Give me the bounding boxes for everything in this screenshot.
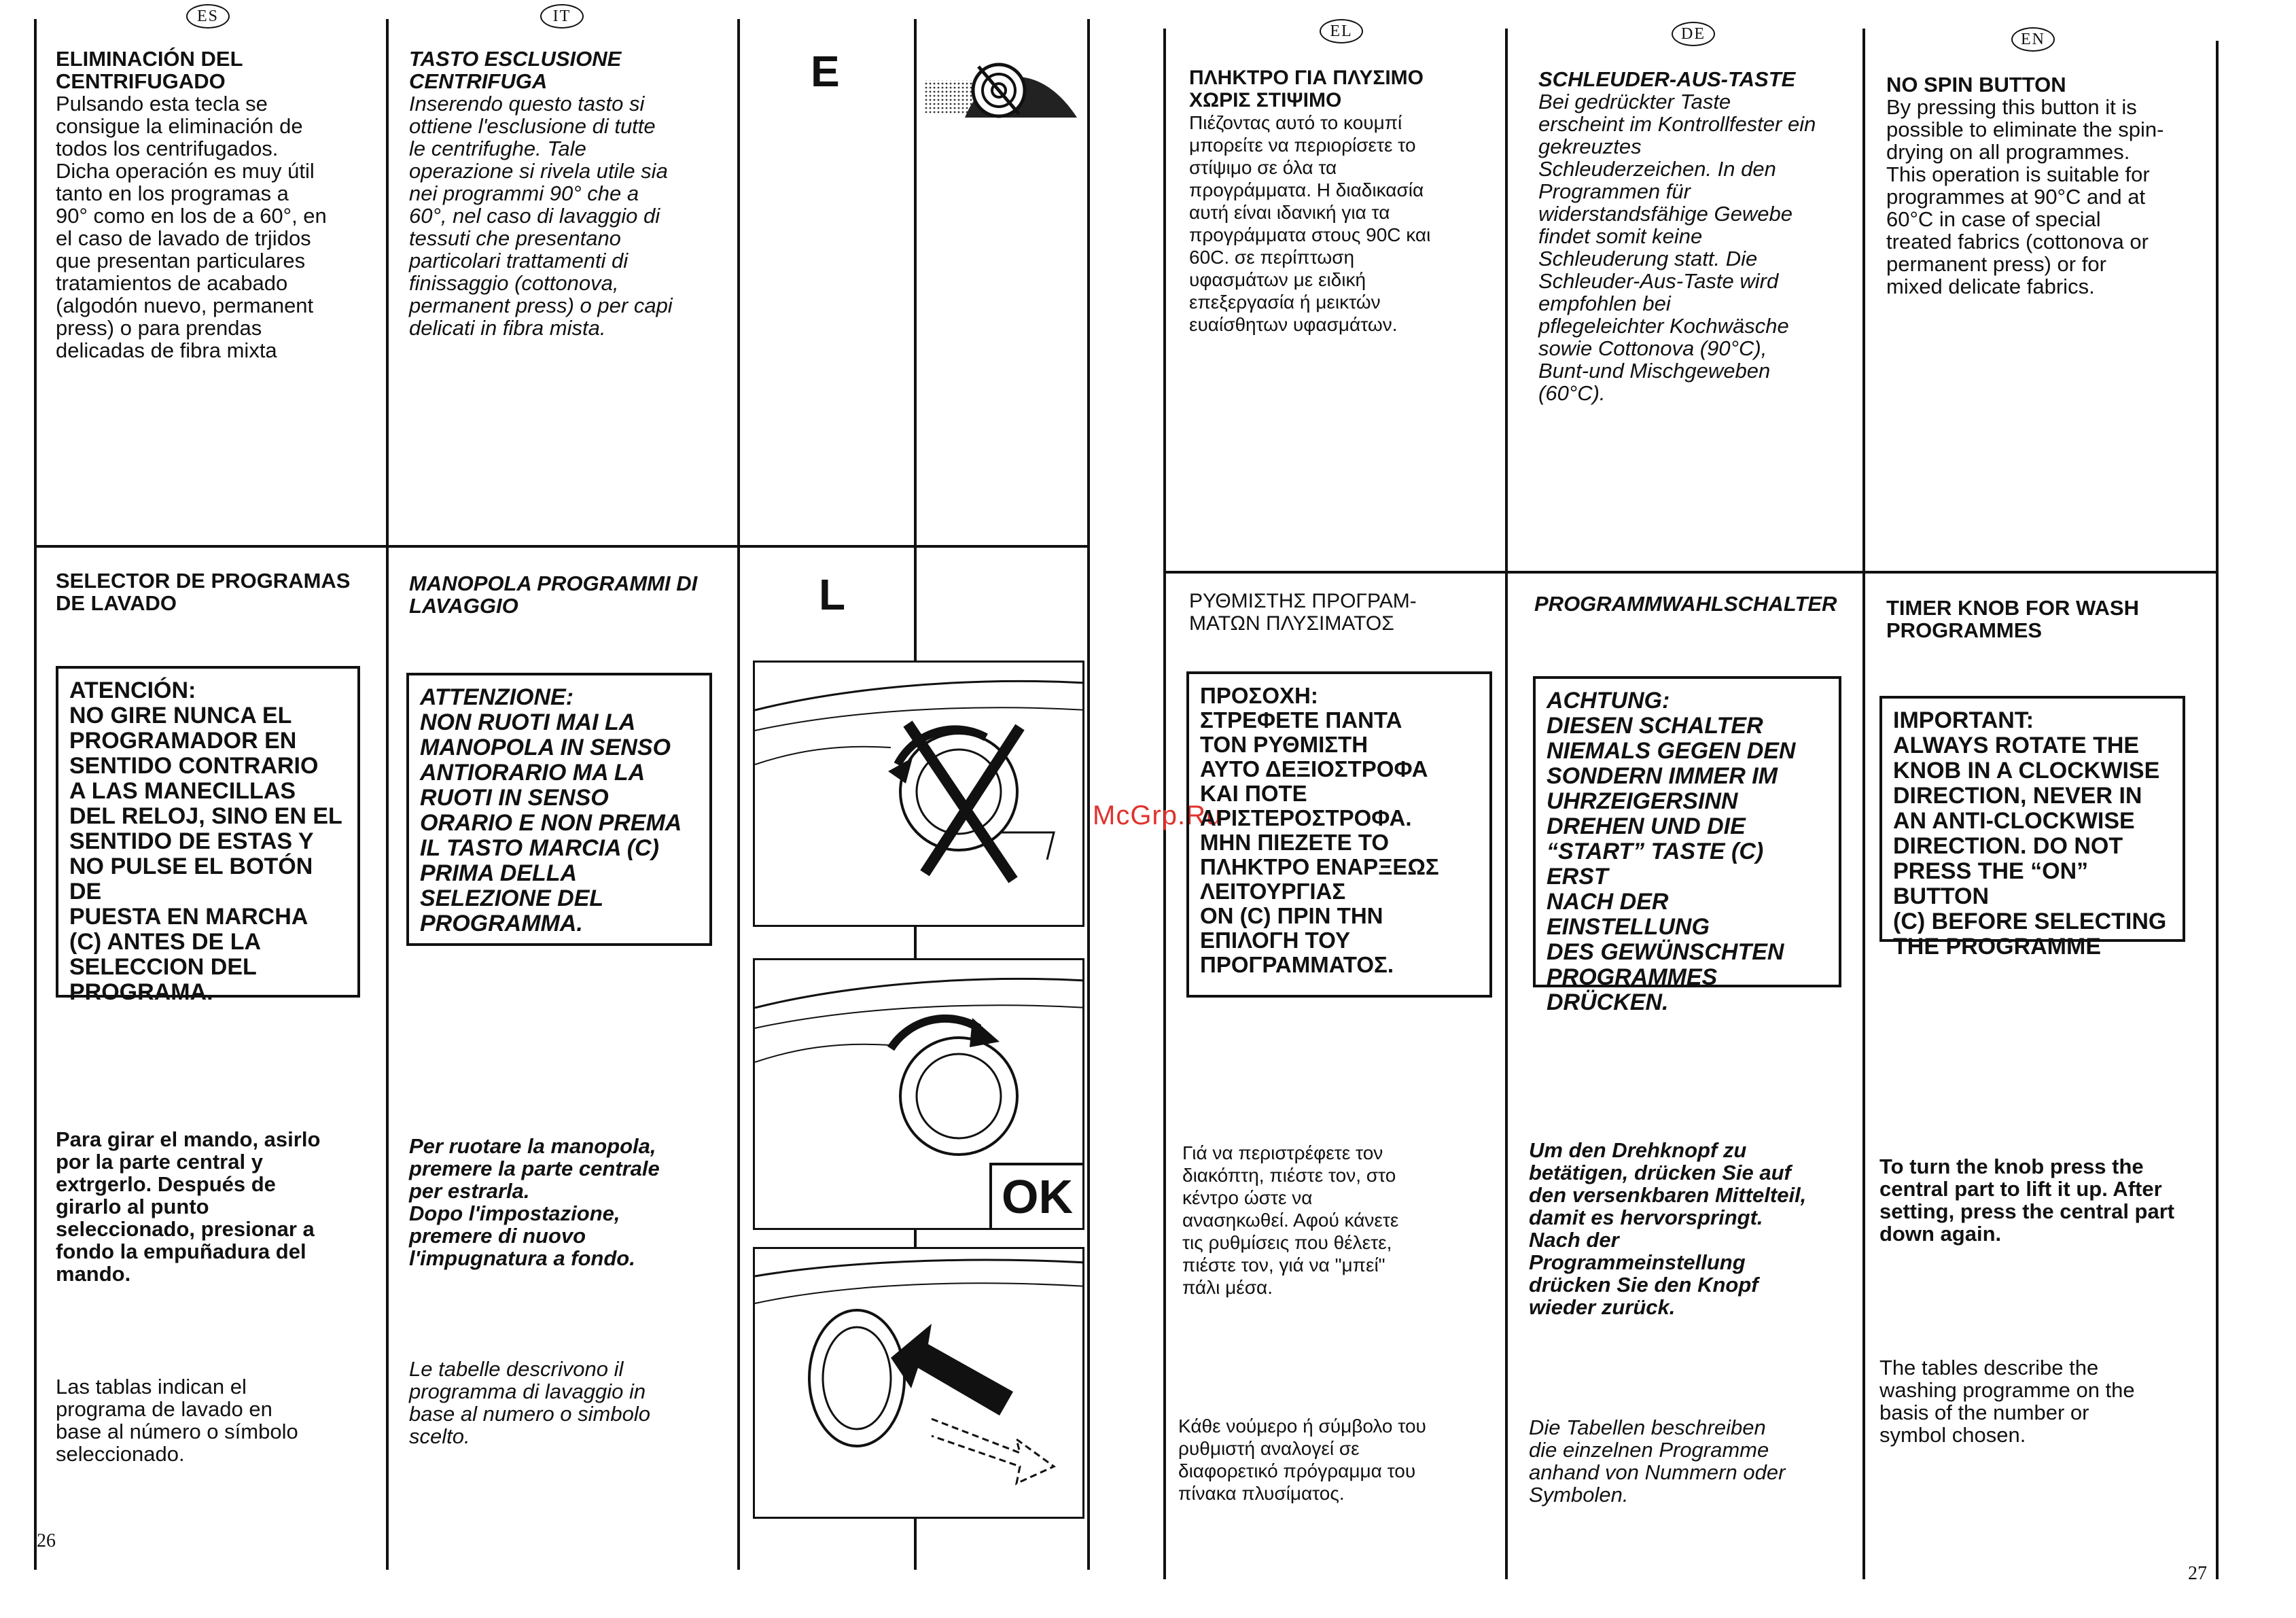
es-warning-box: ATENCIÓN: NO GIRE NUNCA EL PROGRAMADOR EN SENTIDO CONTRARIO A LAS MANECILLAS DEL RELOJ, SINO EN EL SENTIDO DE ESTAS Y NO PULSE EL BOTÓN DE PUESTA EN MARCHA (C) ANTES DE LA SELECCION DEL PROGRAMA. <box>56 666 360 998</box>
it-tables-text: Le tabelle descrivono il programma di lavaggio in base al numero o simbolo scelto. <box>409 1357 650 1448</box>
es-selector-title: SELECTOR DE PROGRAMAS DE LAVADO <box>56 569 351 615</box>
en-tables-note <box>1879 1356 2206 1446</box>
en-no-spin-title: NO SPIN BUTTON <box>1886 73 2066 96</box>
ok-label: OK <box>989 1163 1082 1228</box>
de-no-spin-text: Bei gedrückter Taste erscheint im Kontrollfester ein gekreuztes Schleuderzeichen. In den Programmen für widerstandsfähige Gewebe findet somit keine Schleuderung statt. Die Schleuder-Aus-Taste wird empfohlen bei pflegeleichter Kochwäsche sowie Cottonova (90°C), Bunt-und Mischgeweben (60°C). <box>1538 90 1816 405</box>
language-badge-en: EN <box>2011 27 2055 52</box>
de-warning-box: ACHTUNG: DIESEN SCHALTER NIEMALS GEGEN DEN SONDERN IMMER IM UHRZEIGERSINN DREHEN UND DIE “START” TASTE (C) ERST NACH DER EINSTELLUNG DES GEWÜNSCHTEN PROGRAMMES DRÜCKEN. <box>1533 676 1841 987</box>
divider-el-de <box>1505 29 1508 1579</box>
divider-center-right <box>1087 19 1090 1570</box>
el-column <box>1189 67 1495 336</box>
es-programme-section <box>56 569 375 614</box>
el-selector-title: ΡΥΘΜΙΣΤΗΣ ΠΡΟΓΡΑΜ- ΜΑΤΩΝ ΠΛΥΣΙΜΑΤΟΣ <box>1189 590 1417 635</box>
de-programme-section <box>1534 593 1854 615</box>
row-divider-left <box>34 545 1090 548</box>
el-turn-text: Γιά να περιστρέφετε τον διακόπτη, πιέστε τον, στο κέντρο ώστε να ανασηκωθεί. Αφού κάνετε τις ρυθμίσεις που θέλετε, πιέστε τον, γιά να "μπεί" πάλι μέσα. <box>1182 1142 1399 1298</box>
en-warning-box: IMPORTANT: ALWAYS ROTATE THE KNOB IN A CLOCKWISE DIRECTION, NEVER IN AN ANTI-CLOCKWISE DIRECTION. DO NOT PRESS THE “ON” BUTTON (C) BEFORE SELECTING THE PROGRAMME <box>1879 696 2185 942</box>
el-warning-box: ΠΡΟΣΟΧΗ: ΣΤΡΕΦΕΤΕ ΠΑΝΤΑ ΤΟΝ ΡΥΘΜΙΣΤΗ ΑΥΤΟ ΔΕΞΙΟΣΤΡΟΦΑ ΚΑΙ ΠΟΤΕ ΑΡΙΣΤΕΡΟΣΤΡΟΦΑ. ΜΗΝ ΠΙΕΖΕΤΕ ΤΟ ΠΛΗΚΤΡΟ ΕΝΑΡΞΕΩΣ ΛΕΙΤΟΥΡΓΙΑΣ ON (C) ΠΡΙΝ ΤΗΝ ΕΠΙΛΟΓΗ ΤΟΥ ΠΡΟΓΡΑΜΜΑΤΟΣ. <box>1186 671 1492 998</box>
el-no-spin-text: Πιέζοντας αυτό το κουμπί μπορείτε να περιορίσετε το στίψιμο σε όλα τα προγράμματα. Η διαδικασία αυτή είναι ιδανική για τα προγράμματα στους 90C και 60C. σε περίπτωση υφασμάτων με ειδική επεξεργασία ή μεικτών ευαίσθητων υφασμάτων. <box>1189 112 1431 335</box>
es-turn-text: Para girar el mando, asirlo por la parte central y extrgerlo. Después de girarlo al punto seleccionado, presionar a fondo la empuñadura del mando. <box>56 1127 321 1286</box>
it-programme-section <box>409 572 728 617</box>
it-turn-text: Per ruotare la manopola, premere la parte centrale per estrarla. Dopo l'impostazione, premere di nuovo l'impugnatura a fondo. <box>409 1134 660 1270</box>
es-no-spin-title: ELIMINACIÓN DEL CENTRIFUGADO <box>56 47 243 93</box>
it-tables-note <box>409 1358 728 1447</box>
el-programme-section <box>1189 590 1495 635</box>
el-turn-instructions <box>1182 1142 1495 1299</box>
language-badge-de: DE <box>1672 22 1715 46</box>
de-turn-text: Um den Drehknopf zu betätigen, drücken Sie auf den versenkbaren Mittelteil, damit es hervorspringt. Nach der Programmeinstellung drücken Sie den Knopf wieder zurück. <box>1529 1138 1807 1319</box>
el-tables-note <box>1178 1415 1498 1505</box>
page-number-right: 27 <box>2188 1563 2207 1584</box>
es-no-spin-text: Pulsando esta tecla se consigue la eliminación de todos los centrifugados. Dicha operación es muy útil tanto en los programas a 90° como en los de a 60°, en el caso de lavado de trjidos que presentan particulares tratamientos de acabado (algodón nuevo, permanent press) o para prendas delicadas de fibra mixta <box>56 92 327 362</box>
es-tables-text: Las tablas indican el programa de lavado en base al número o símbolo seleccionado. <box>56 1375 298 1466</box>
de-selector-title: PROGRAMMWAHLSCHALTER <box>1534 592 1837 616</box>
es-column <box>56 48 368 362</box>
divider-de-en <box>1862 29 1865 1579</box>
de-column <box>1538 68 1858 404</box>
en-turn-instructions <box>1879 1155 2206 1245</box>
it-turn-instructions <box>409 1135 728 1269</box>
row-divider-right <box>1163 571 2219 574</box>
language-badge-es: ES <box>186 4 230 29</box>
section-letter-l: L <box>819 570 846 619</box>
knob-press-illustration <box>753 1247 1084 1519</box>
knob-correct-direction-illustration <box>753 958 1084 1230</box>
en-no-spin-text: By pressing this button it is possible to eliminate the spin- drying on all programmes. This operation is suitable for programmes at 90°C and at 60°C in case of special treated fabrics (cottonova or permanent press) or for mixed delicate fabrics. <box>1886 95 2164 298</box>
it-column <box>409 48 728 339</box>
de-tables-text: Die Tabellen beschreiben die einzelnen Programme anhand von Nummern oder Symbolen. <box>1529 1415 1786 1507</box>
page-number-left: 26 <box>37 1530 56 1551</box>
es-tables-note <box>56 1375 375 1465</box>
it-selector-title: MANOPOLA PROGRAMMI DI LAVAGGIO <box>409 571 698 618</box>
de-turn-instructions <box>1529 1139 1855 1318</box>
en-programme-section <box>1886 597 2206 641</box>
divider-right-outer <box>2216 41 2219 1579</box>
en-selector-title: TIMER KNOB FOR WASH PROGRAMMES <box>1886 596 2139 642</box>
el-no-spin-title: ΠΛΗΚΤΡΟ ΓΙΑ ΠΛΥΣΙΜΟ ΧΩΡΙΣ ΣΤΙΨΙΜΟ <box>1189 67 1424 111</box>
de-no-spin-title: SCHLEUDER-AUS-TASTE <box>1538 67 1796 91</box>
divider-it-center <box>737 19 740 1570</box>
section-letter-e: E <box>811 47 840 96</box>
en-column <box>1886 73 2206 298</box>
divider-left-edge <box>34 19 37 1570</box>
watermark-text: McGrp.Ru <box>1093 801 1222 830</box>
el-tables-text: Κάθε νούμερο ή σύμβολο του ρυθμιστή αναλογεί σε διαφορετικό πρόγραμμα του πίνακα πλυσίματος. <box>1178 1415 1426 1504</box>
en-tables-text: The tables describe the washing programme on the basis of the number or symbol chosen. <box>1879 1356 2135 1447</box>
it-no-spin-title: TASTO ESCLUSIONE CENTRIFUGA <box>409 47 622 93</box>
no-spin-symbol-icon <box>924 53 1080 128</box>
knob-wrong-direction-illustration <box>753 661 1084 927</box>
language-badge-el: EL <box>1320 19 1363 43</box>
de-tables-note <box>1529 1416 1855 1506</box>
language-badge-it: IT <box>540 4 584 29</box>
it-no-spin-text: Inserendo questo tasto si ottiene l'esclusione di tutte le centrifughe. Tale operazione si rivela utile sia nei programmi 90° che a 60°, nel caso di lavaggio di tessuti che presentano particolari trattamenti di finissaggio (cottonova, permanent press) o per capi delicati in fibra mista. <box>409 92 673 340</box>
en-turn-text: To turn the knob press the central part to lift it up. After setting, press the central part down again. <box>1879 1155 2175 1246</box>
it-warning-box: ATTENZIONE: NON RUOTI MAI LA MANOPOLA IN SENSO ANTIORARIO MA LA RUOTI IN SENSO ORARIO E NON PREMA IL TASTO MARCIA (C) PRIMA DELLA SELEZIONE DEL PROGRAMMA. <box>406 673 712 946</box>
divider-es-it <box>386 19 389 1570</box>
es-turn-instructions <box>56 1128 375 1285</box>
